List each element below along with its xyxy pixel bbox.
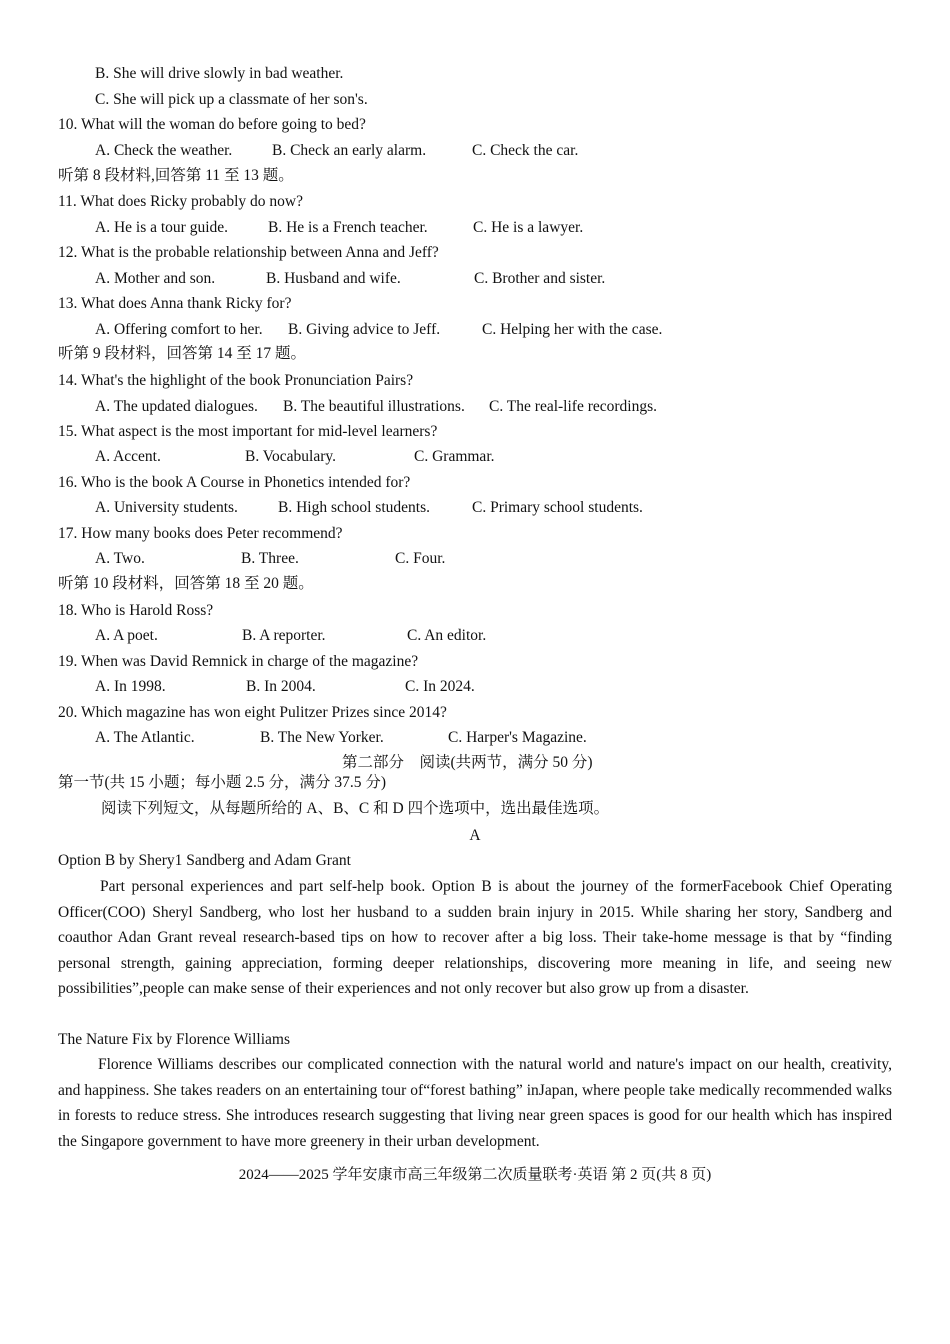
q17-option-c: C. Four. — [395, 550, 446, 567]
q12-option-a: A. Mother and son. — [95, 270, 216, 287]
reading-instruction: 阅读下列短文，从每题所给的 A、B、C 和 D 四个选项中，选出最佳选项。 — [101, 800, 610, 817]
q13-option-c: C. Helping her with the case. — [482, 321, 663, 338]
q11-option-c: C. He is a lawyer. — [473, 219, 584, 236]
q15-option-c: C. Grammar. — [414, 448, 495, 465]
q17-option-b: B. Three. — [241, 550, 299, 567]
q16-option-c: C. Primary school students. — [472, 499, 643, 516]
section1-heading: 第一节(共 15 小题；每小题 2.5 分，满分 37.5 分) — [58, 774, 387, 791]
q18-option-a: A. A poet. — [95, 627, 158, 644]
q10-option-a: A. Check the weather. — [95, 142, 233, 159]
book-title-option-b: Option B by Shery1 Sandberg and Adam Grant — [58, 852, 351, 869]
part2-heading: 第二部分 阅读(共两节，满分 50 分) — [342, 754, 593, 771]
q16-option-b: B. High school students. — [278, 499, 430, 516]
question-11: 11. What does Ricky probably do now? — [58, 193, 303, 210]
q14-option-c: C. The real-life recordings. — [489, 398, 657, 415]
question-19: 19. When was David Remnick in charge of the magazine? — [58, 653, 419, 670]
q12-option-b: B. Husband and wife. — [266, 270, 401, 287]
q13-option-a: A. Offering comfort to her. — [95, 321, 263, 338]
q12-option-c: C. Brother and sister. — [474, 270, 606, 287]
q19-option-c: C. In 2024. — [405, 678, 475, 695]
book-description-option-b — [58, 874, 892, 1002]
q10-option-c: C. Check the car. — [472, 142, 579, 159]
q9-option-b: B. She will drive slowly in bad weather. — [95, 65, 344, 82]
q11-option-b: B. He is a French teacher. — [268, 219, 428, 236]
listening-instruction-passage8: 听第 8 段材料,回答第 11 至 13 题。 — [58, 167, 294, 184]
question-12: 12. What is the probable relationship between Anna and Jeff? — [58, 244, 439, 261]
q20-option-b: B. The New Yorker. — [260, 729, 384, 746]
q11-option-a: A. He is a tour guide. — [95, 219, 229, 236]
question-10: 10. What will the woman do before going to bed? — [58, 116, 366, 133]
question-16: 16. Who is the book A Course in Phonetics intended for? — [58, 474, 411, 491]
q19-option-a: A. In 1998. — [95, 678, 166, 695]
q18-option-c: C. An editor. — [407, 627, 487, 644]
q18-option-b: B. A reporter. — [242, 627, 326, 644]
question-14: 14. What's the highlight of the book Pronunciation Pairs? — [58, 372, 414, 389]
q19-option-b: B. In 2004. — [246, 678, 316, 695]
listening-instruction-passage10: 听第 10 段材料，回答第 18 至 20 题。 — [58, 575, 314, 592]
question-20: 20. Which magazine has won eight Pulitzer Prizes since 2014? — [58, 704, 447, 721]
q10-option-b: B. Check an early alarm. — [272, 142, 427, 159]
q15-option-a: A. Accent. — [95, 448, 161, 465]
q13-option-b: B. Giving advice to Jeff. — [288, 321, 441, 338]
q20-option-a: A. The Atlantic. — [95, 729, 195, 746]
q17-option-a: A. Two. — [95, 550, 145, 567]
book-title-nature-fix: The Nature Fix by Florence Williams — [58, 1031, 290, 1048]
q9-option-c: C. She will pick up a classmate of her son's. — [95, 91, 368, 108]
q16-option-a: A. University students. — [95, 499, 238, 516]
book-description-option-b-text: Part personal experiences and part self-help book. Option B is about the journey of the formerFacebook Chief Operating Officer(COO) Sheryl Sandberg, who lost her husband to a sudden brain injury in 2015. While sharing her story, Sandberg and coauthor Adan Grant reveal research-based tips on how to recover after a big loss. Their take-home message is that by “finding personal strength, gaining appreciation, forming deeper relationships, discovering more meaning in life, and seeing new possibilities”,people can make sense of their experiences and not only recover but also grow up from a disaster. — [58, 878, 892, 998]
book-description-nature-fix-text: Florence Williams describes our complicated connection with the natural world and nature's impact on our health, creativity, and happiness. She takes readers on an entertaining tour of“forest bathing” inJapan, where people take medically recommended walks in forests to reduce stress. She introduces research suggesting that living near green spaces is good for our health which has inspired the Singapore government to have more greenery in their urban development. — [58, 1056, 892, 1150]
q15-option-b: B. Vocabulary. — [245, 448, 336, 465]
q14-option-a: A. The updated dialogues. — [95, 398, 258, 415]
page-footer: 2024——2025 学年安康市高三年级第二次质量联考·英语 第 2 页(共 8 页) — [238, 1167, 712, 1183]
question-18: 18. Who is Harold Ross? — [58, 602, 214, 619]
q14-option-b: B. The beautiful illustrations. — [283, 398, 465, 415]
listening-instruction-passage9: 听第 9 段材料，回答第 14 至 17 题。 — [58, 345, 307, 362]
q20-option-c: C. Harper's Magazine. — [448, 729, 587, 746]
passage-label: A — [469, 827, 481, 844]
book-description-nature-fix — [58, 1052, 892, 1154]
question-17: 17. How many books does Peter recommend? — [58, 525, 343, 542]
question-13: 13. What does Anna thank Ricky for? — [58, 295, 292, 312]
question-15: 15. What aspect is the most important for mid-level learners? — [58, 423, 438, 440]
